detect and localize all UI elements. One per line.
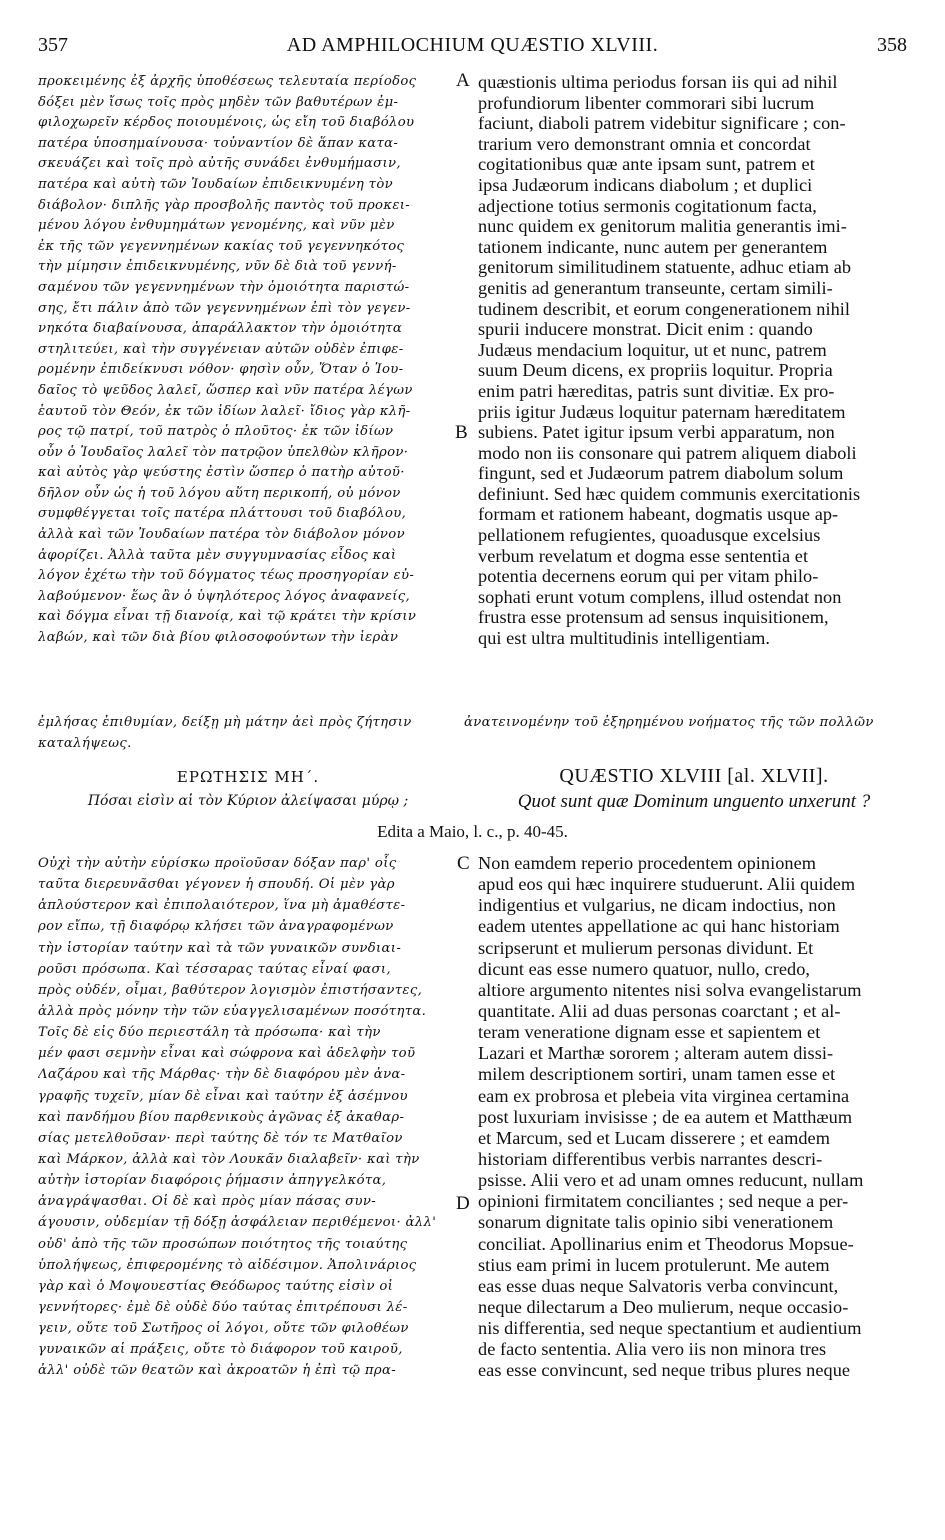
greek-text-line: οὖν ὁ Ἰουδαῖος λαλεῖ τὸν πατρῷον ὑπελθὼν κλῆρον· (38, 444, 409, 460)
latin-text-line: nis differentia, sed neque spectantium et audientium (478, 1318, 862, 1339)
latin-text-line: priis igitur Judæus loquitur paternam hæreditatem (478, 401, 846, 422)
latin-text-line: sophati erunt votum complens, illud ostendat non (478, 586, 842, 607)
latin-text-line: spurii inducere monstrat. Dicit enim : quando (478, 319, 813, 340)
greek-text-line: νηκότα διαβαίνουσα, ἀπαράλλακτον τὴν ὁμοιότητα (38, 321, 403, 337)
latin-text-line: de facto sententia. Alia vero iis non minora tres (478, 1339, 827, 1360)
greek-text-line: ἁπλούστερον καὶ ἐπιπολαιότερον, ἵνα μὴ ἀμαθέστε- (38, 898, 406, 914)
greek-text-line: ὑπολήψεως, ἐπιφερομένης τὸ αἰδέσιμον. Ἀπολινάριος (38, 1257, 417, 1273)
greek-text-line: ἀλλ' οὐδὲ τῶν θεατῶν καὶ ἀκροατῶν ἡ ἐπὶ τῷ πρα- (38, 1363, 397, 1379)
latin-text-line: verbum revelatum et dogma esse sententia et (478, 545, 809, 566)
latin-text-line: teram veneratione dignam esse et sapientem et (478, 1022, 821, 1043)
greek-text-line: ἐκ τῆς τῶν γεγεννημένων κακίας τοῦ γεγεννηκότος (38, 238, 405, 254)
latin-question-text: Quot sunt quæ Dominum unguento unxerunt ? (517, 791, 871, 812)
latin-text-line: tationem indicante, nunc autem per generantem (478, 236, 828, 257)
latin-text-line: genitorum similitudinem statuente, adhuc etiam ab (478, 257, 852, 278)
latin-text-line: post luxuriam invisisse ; de ea autem et Matthæum (478, 1106, 853, 1127)
margin-marker-b: B (455, 422, 468, 443)
greek-text-line: σης, ἔτι πάλιν ἀπὸ τῶν γεγεννημένων ἐπὶ τὸν γεγεν- (38, 300, 411, 316)
latin-text-line: nunc quidem ex genitorum malitia generantis imi- (478, 216, 847, 237)
greek-text-line: τὴν μίμησιν ἐπιδεικνυμένης, νῦν δὲ διὰ τοῦ γεννή- (38, 259, 397, 275)
greek-text-line: στηλιτεύει, καὶ τὴν συγγένειαν αὐτῶν οὐδὲν ἐπιφε- (38, 341, 404, 357)
latin-text-line: adjectione totius sermonis cogitationum facta, (478, 195, 817, 216)
latin-text-line: trarium vero demonstrant omnia et concordat (478, 133, 811, 154)
greek-text-line: λόγον ἐχέτω τὴν τοῦ δόγματος τέως προσηγορίαν εὐ- (38, 568, 415, 584)
greek-text-line: ρον εἴπω, τῇ διαφόρῳ κλήσει τῶν ἀναγραφομένων (38, 919, 394, 935)
greek-text-line: συμφθέγγεται τοῖς πατέρα πλάττουσι τοῦ διαβόλου, (38, 506, 407, 522)
latin-text-line: cogitationibus quæ ante ipsam sunt, patrem et (478, 154, 815, 175)
latin-text-line: faciunt, diaboli patrem videbitur significare ; con- (478, 113, 846, 134)
greek-text-line: Τοῖς δὲ εἰς δύο περιεστάλη τὰ πρόσωπα· καὶ τὴν (38, 1025, 381, 1041)
latin-text-line: definiunt. Sed hæc quidem communis exercitationis (478, 483, 861, 504)
latin-text-line: scripserunt et mulierum personas dividunt. Et (478, 937, 814, 958)
latin-text-line: genitis ad generantum transeunte, certam simili- (478, 277, 833, 298)
greek-text-line: λαβούμενον· ἕως ἂν ὁ ὑψηλότερος λόγος ἀναφανείς, (38, 588, 411, 604)
greek-column-1 (38, 72, 454, 649)
latin-text-line: enim patri hæreditas, patris sunt divitiæ. Ex pro- (478, 380, 835, 401)
greek-question-text: Πόσαι εἰσὶν αἱ τὸν Κύριον ἀλείψασαι μύρῳ ; (87, 793, 409, 809)
greek-full-line-continued: ἀνατεινομένην τοῦ ἐξηρημένου νοήματος τῆς τῶν πολλῶν (464, 715, 874, 730)
greek-text-line: δαῖος τὸ ψεῦδος λαλεῖ, ὥσπερ καὶ νῦν πατέρα λέγων (38, 382, 413, 398)
latin-text-line: tudinem describit, et eorum congenerationem nihil (478, 298, 851, 319)
latin-text-line: formam et rationem habeant, dogmatis usque ap- (478, 504, 839, 525)
page-header (0, 34, 945, 60)
latin-text-line: eas esse convincunt, sed neque tribus plures neque (478, 1360, 851, 1381)
greek-text-line: πρὸς οὐδέν, οἶμαι, βαθύτερον λογισμὸν ἐπιστήσαντες, (38, 982, 423, 998)
latin-text-line: eam ex probrosa et plebeia vita virginea certamina (478, 1085, 850, 1106)
greek-text-line: άγουσιν, οὐδεμίαν τῇ δόξῃ ἀσφάλειαν περιθέμενοι· ἀλλ' (38, 1215, 437, 1231)
greek-text-line: αὐτὴν ἱστορίαν διαφόροις ῥήμασιν ἀπηγγελκότα, (38, 1173, 387, 1189)
greek-text-line: καὶ Μάρκον, ἀλλὰ καὶ τὸν Λουκᾶν διαλαβεῖν· καὶ τὴν (38, 1151, 420, 1167)
greek-text-line: ἀφορίζει. Ἀλλὰ ταῦτα μὲν συγγυμνασίας εἶδος καὶ (38, 547, 397, 563)
margin-marker-d: D (456, 1193, 470, 1214)
greek-text-line: γυναικῶν αἱ πράξεις, οὔτε τὸ διάφορον τοῦ καιροῦ, (38, 1342, 403, 1358)
latin-text-line: quæstionis ultima periodus forsan iis qui ad nihil (478, 72, 838, 92)
margin-marker-c: C (457, 853, 470, 874)
greek-text-line: δῆλον οὖν ὡς ἡ τοῦ λόγου αὕτη περικοπή, οὐ μόνον (38, 485, 401, 501)
latin-text-line: frustra esse protensum ad sensus inquisitionem, (478, 607, 829, 628)
greek-text-line: δόξει μὲν ἴσως τοῖς πρὸς μηδὲν τῶν βαθυτέρων ἐμ- (38, 94, 399, 110)
greek-text-line: σαμένου τῶν γεγεννημένων τὴν ὁμοιότητα παριστώ- (38, 279, 410, 295)
greek-text-line: ρομένην ἐπιδείκνυσι νόθον· φησὶν οὖν, Ὅταν ὁ Ἰου- (38, 362, 404, 378)
greek-text-line: γραφῆς τυχεῖν, μίαν δὲ εἶναι καὶ ταύτην ἐξ ἀσέμνου (38, 1088, 408, 1104)
page-number-right: 358 (877, 34, 907, 56)
latin-column-1 (478, 72, 910, 649)
latin-text-line: quantitate. Alii ad duas personas coarctant ; et al- (478, 1000, 841, 1021)
greek-text-line: ροῦσι πρόσωπα. Καὶ τέσσαρας ταύτας εἶναί φασι, (38, 961, 391, 977)
latin-text-line: psisse. Alii vero et ad unam omnes reducunt, nullam (478, 1170, 864, 1191)
latin-text-line: stius eam primi in lucem protulerunt. Me autem (478, 1254, 830, 1275)
greek-text-line: γειν, οὔτε τοῦ Σωτῆρος οἱ λόγοι, οὔτε τῶν φιλοθέων (38, 1321, 409, 1337)
latin-text-line: milem descriptionem sortiri, unam tamen esse et (478, 1064, 836, 1085)
greek-text-line: καὶ πανδήμου βίου παρθενικοὺς ἀγῶνας ἐξ ἀκαθαρ- (38, 1109, 405, 1125)
latin-text-line: historiam differentibus verbis narrantes descri- (478, 1148, 823, 1169)
greek-text-line: ἑαυτοῦ τὸν Θεόν, ἐκ τῶν ἰδίων λαλεῖ· ἴδιος γὰρ κλῆ- (38, 403, 411, 419)
latin-text-line: qui est ultra multitudinis intelligentiam. (478, 628, 771, 649)
greek-column-2 (38, 853, 456, 1382)
latin-text-line: Non eamdem reperio procedentem opinionem (478, 853, 817, 873)
latin-text-line: et Marcum, sed et Lucam disserere ; et eamdem (478, 1127, 830, 1148)
greek-text-line: οὐδ' ἀπὸ τῆς τῶν προσώπων ποιότητος τῆς τοιαύτης (38, 1236, 408, 1252)
greek-text-line: γεννήτορες· ἐμὲ δὲ οὐδὲ δύο ταύτας ἐπιτρέπουσι λέ- (38, 1299, 408, 1315)
greek-text-line: ἀλλὰ πρὸς μόνην τὴν τῶν εὐαγγελισαμένων ποσότητα. (38, 1003, 427, 1019)
margin-marker-a: A (456, 70, 470, 91)
greek-text-line: σκευάζει καὶ τοῖς πρὸ αὐτῆς συνάδει ἐνθυμήμασιν, (38, 156, 401, 172)
greek-text-line: πατέρα ὑποσημαίνουσα· τοὐναντίον δὲ ἅπαν κατα- (38, 135, 399, 151)
greek-text-line: καὶ δόγμα εἶναι τῇ διανοίᾳ, καὶ τῷ κράτει τὴν κρίσιν (38, 609, 417, 625)
greek-text-line: σίας μετελθοῦσαν· περὶ ταύτης δὲ τόν τε Ματθαῖον (38, 1130, 403, 1146)
greek-text-line: ἀναγράψασθαι. Οἱ δὲ καὶ πρὸς μίαν πάσας συν- (38, 1194, 377, 1210)
greek-text-line: Λαζάρου καὶ τῆς Μάρθας· τὴν δὲ διαφόρου μὲν ἀνα- (38, 1067, 406, 1083)
greek-text-line: ἀλλὰ καὶ τῶν Ἰουδαίων πατέρα τὸν διάβολον μόνον (38, 527, 405, 543)
greek-text-line: ταῦτα διερευνᾶσθαι γέγονεν ἡ σπουδή. Οἱ μὲν γὰρ (38, 877, 395, 893)
greek-text-line: διάβολον· διπλῆς γὰρ προσβολῆς παντὸς τοῦ προκει- (38, 197, 411, 213)
latin-text-line: eadem utentes appellatione ac qui hanc historiam (478, 916, 840, 937)
latin-text-line: altiore argumento nitentes nisi solva evangelistarum (478, 979, 862, 1000)
greek-text-line: φιλοχωρεῖν κέρδος ποιουμένοις, ὡς εἴη τοῦ διαβόλου (38, 115, 415, 131)
greek-full-line: ἐμλήσας ἐπιθυμίαν, δείξῃ μὴ μάτην ἀεὶ πρὸς ζήτησιν (38, 715, 412, 730)
greek-text-line: μένου λόγου ἐνθυμημάτων γενομένης, καὶ νῦν μὲν (38, 218, 395, 234)
latin-text-line: eas esse duas neque Salvatoris verba convincunt, (478, 1275, 839, 1296)
greek-text-line: ρος τῷ πατρί, τοῦ πατρὸς ὁ πλοῦτος· ἐκ τῶν ἰδίων (38, 424, 394, 440)
latin-text-line: conciliat. Apollinarius enim et Theodorus Mopsue- (478, 1233, 854, 1254)
page-number-left: 357 (38, 34, 68, 56)
latin-text-line: sonarum dignitate talis opinio sibi venerationem (478, 1212, 834, 1233)
greek-question-title: ΕΡΩΤΗΣΙΣ ΜΗ΄. (176, 768, 320, 786)
latin-text-line: indigentius et vulgarius, ne dicam indoctius, non (478, 895, 836, 916)
greek-text-line: προκειμένης ἐξ ἀρχῆς ὑποθέσεως τελευταία περίοδος (38, 74, 417, 89)
greek-text-line: λαβών, καὶ τῶν διὰ βίου φιλοσοφούντων τὴν ἱερὰν (38, 630, 399, 646)
latin-text-line: pellationem refugientes, quoadusque excelsius (478, 525, 821, 546)
latin-text-line: opinioni firmitatem conciliantes ; sed neque a per- (478, 1191, 849, 1212)
latin-column-2 (478, 853, 910, 1382)
latin-text-line: subiens. Patet igitur ipsum verbi apparatum, non (478, 422, 835, 443)
latin-text-line: ipsa Judæorum indicans diabolum ; et duplici (478, 174, 813, 195)
source-note: Edita a Maio, l. c., p. 40-45. (377, 822, 568, 841)
latin-text-line: Judæus mendacium loquitur, ut et nunc, patrem (478, 339, 827, 360)
latin-text-line: potentia decernens eorum qui per vitam philo- (478, 566, 819, 587)
greek-text-line: τὴν ἱστορίαν ταύτην καὶ τὰ τῶν γυναικῶν συνδιαι- (38, 940, 402, 956)
latin-text-line: profundiorum libenter commorari sibi lucrum (478, 92, 815, 113)
greek-text-line: γὰρ καὶ ὁ Μοψουεστίας Θεόδωρος ταύτης εἰσὶν οἱ (38, 1278, 394, 1294)
latin-text-line: modo non iis consonare qui patrem aliquem diaboli (478, 442, 857, 463)
latin-text-line: apud eos qui hæc inquirere studuerunt. Alii quidem (478, 874, 856, 895)
latin-text-line: Lazari et Marthæ sororem ; alteram autem dissi- (478, 1043, 834, 1064)
greek-text-line: Οὐχὶ τὴν αὐτὴν εὑρίσκω προϊοῦσαν δόξαν παρ' οἷς (38, 856, 397, 871)
greek-text-line: καὶ αὐτὸς γὰρ ψεύστης ἐστὶν ὥσπερ ὁ πατὴρ αὐτοῦ· (38, 465, 405, 481)
greek-text-line: πατέρα καὶ αὐτὴ τῶν Ἰουδαίων ἐπιδεικνυμένη τὸν (38, 176, 393, 192)
latin-text-line: fingunt, sed et Judæorum patrem diabolum solum (478, 463, 844, 484)
latin-text-line: dicunt eas esse numero quatuor, nullo, credo, (478, 958, 811, 979)
running-title: AD AMPHILOCHIUM QUÆSTIO XLVIII. (286, 34, 659, 56)
greek-last-line: καταλήψεως. (38, 736, 132, 751)
latin-text-line: neque dilectarum a Deo mulierum, neque occasio- (478, 1296, 849, 1317)
latin-question-title: QUÆSTIO XLVIII [al. XLVII]. (559, 765, 829, 787)
latin-text-line: suum Deum dicens, ex propriis loquitur. Propria (478, 360, 833, 381)
greek-text-line: μέν φασι σεμνὴν εἶναι καὶ σώφρονα καὶ ἀδελφὴν τοῦ (38, 1046, 416, 1062)
